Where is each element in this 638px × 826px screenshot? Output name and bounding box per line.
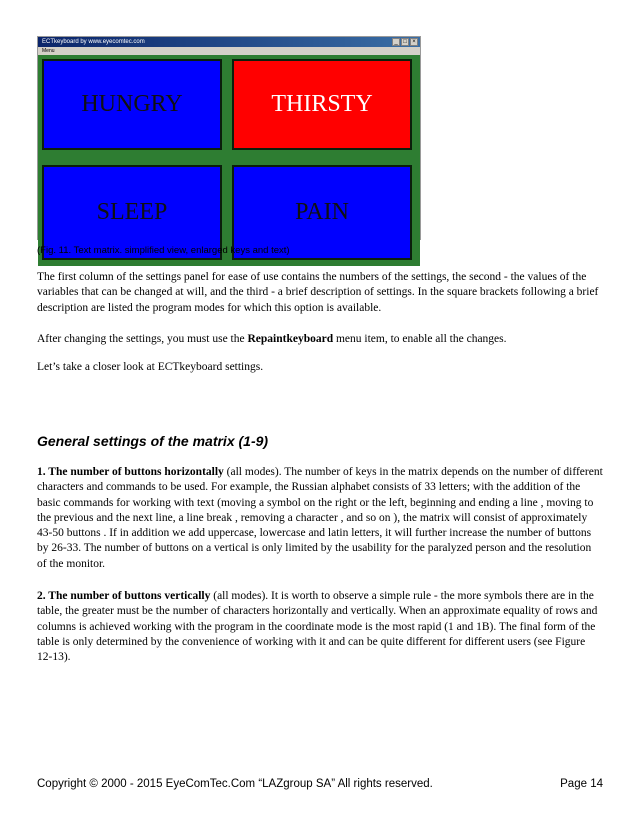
key-hungry[interactable]: HUNGRY xyxy=(42,59,222,150)
key-pain[interactable]: PAIN xyxy=(232,165,412,260)
minimize-icon[interactable]: _ xyxy=(392,38,400,46)
section-heading: General settings of the matrix (1-9) xyxy=(37,433,269,449)
key-thirsty[interactable]: THIRSTY xyxy=(232,59,412,150)
figure-caption: (Fig. 11. Text matrix. simplified view, enlarged keys and text) xyxy=(37,245,290,256)
window-controls xyxy=(392,38,418,46)
paragraph-closer-look: Let’s take a closer look at ECTkeyboard settings. xyxy=(37,361,264,373)
key-sleep[interactable]: SLEEP xyxy=(42,165,222,260)
page-number: Page 14 xyxy=(560,778,603,790)
window-title: ECTkeyboard by www.eyecomtec.com xyxy=(42,39,145,45)
footer-copyright: Copyright © 2000 - 2015 EyeComTec.Com “LAZgroup SA” All rights reserved. xyxy=(37,778,433,790)
window-titlebar xyxy=(38,37,420,47)
setting-item-1: 1. The number of buttons horizontally (all modes). The number of keys in the matrix depends on the number of different characters and commands to be used. For example, the Russian alphabet consists of 33 letters; with the addition of the basic commands for working with text (moving a symbol on the right or the left, beginning and ending a line , moving to the previous and the next line, a line break , removing a character , and so on ), the matrix will consist of approximately 43-50 buttons . If in addition we add uppercase, lowercase and latin letters, it will further increase the number of buttons by 26-33. The number of buttons on a vertical is only limited by the usability for the paralyzed person and the resolution of the monitor. xyxy=(37,466,603,570)
maximize-icon[interactable]: □ xyxy=(401,38,409,46)
setting-item-2: 2. The number of buttons vertically (all modes). It is worth to observe a simple rule - the more symbols there are in the table, the greater must be the number of characters horizontally and vertically. When an approximate equality of rows and columns is achieved working with the program in the coordinate mode is the most rapid (1 and 1B). The final form of the table is only determined by the convenience of working with it and can be quite different for different users (see Figure 12-13). xyxy=(37,590,598,664)
app-screenshot xyxy=(37,36,421,240)
window-menubar xyxy=(38,47,420,55)
page-footer xyxy=(37,778,603,790)
menu-item[interactable]: Menu xyxy=(42,48,55,54)
paragraph-settings-panel: The first column of the settings panel for ease of use contains the numbers of the settings, the second - the values of the variables that can be changed at will, and the third - a brief description of settings. In the square brackets following a brief description are listed the program modes for which this option is available. xyxy=(37,271,599,314)
key-matrix xyxy=(38,55,420,266)
close-icon[interactable]: × xyxy=(410,38,418,46)
repaint-menu-name: Repaintkeyboard xyxy=(247,333,334,345)
paragraph-repaint: After changing the settings, you must use the Repaintkeyboard menu item, to enable all the changes. xyxy=(37,333,507,345)
